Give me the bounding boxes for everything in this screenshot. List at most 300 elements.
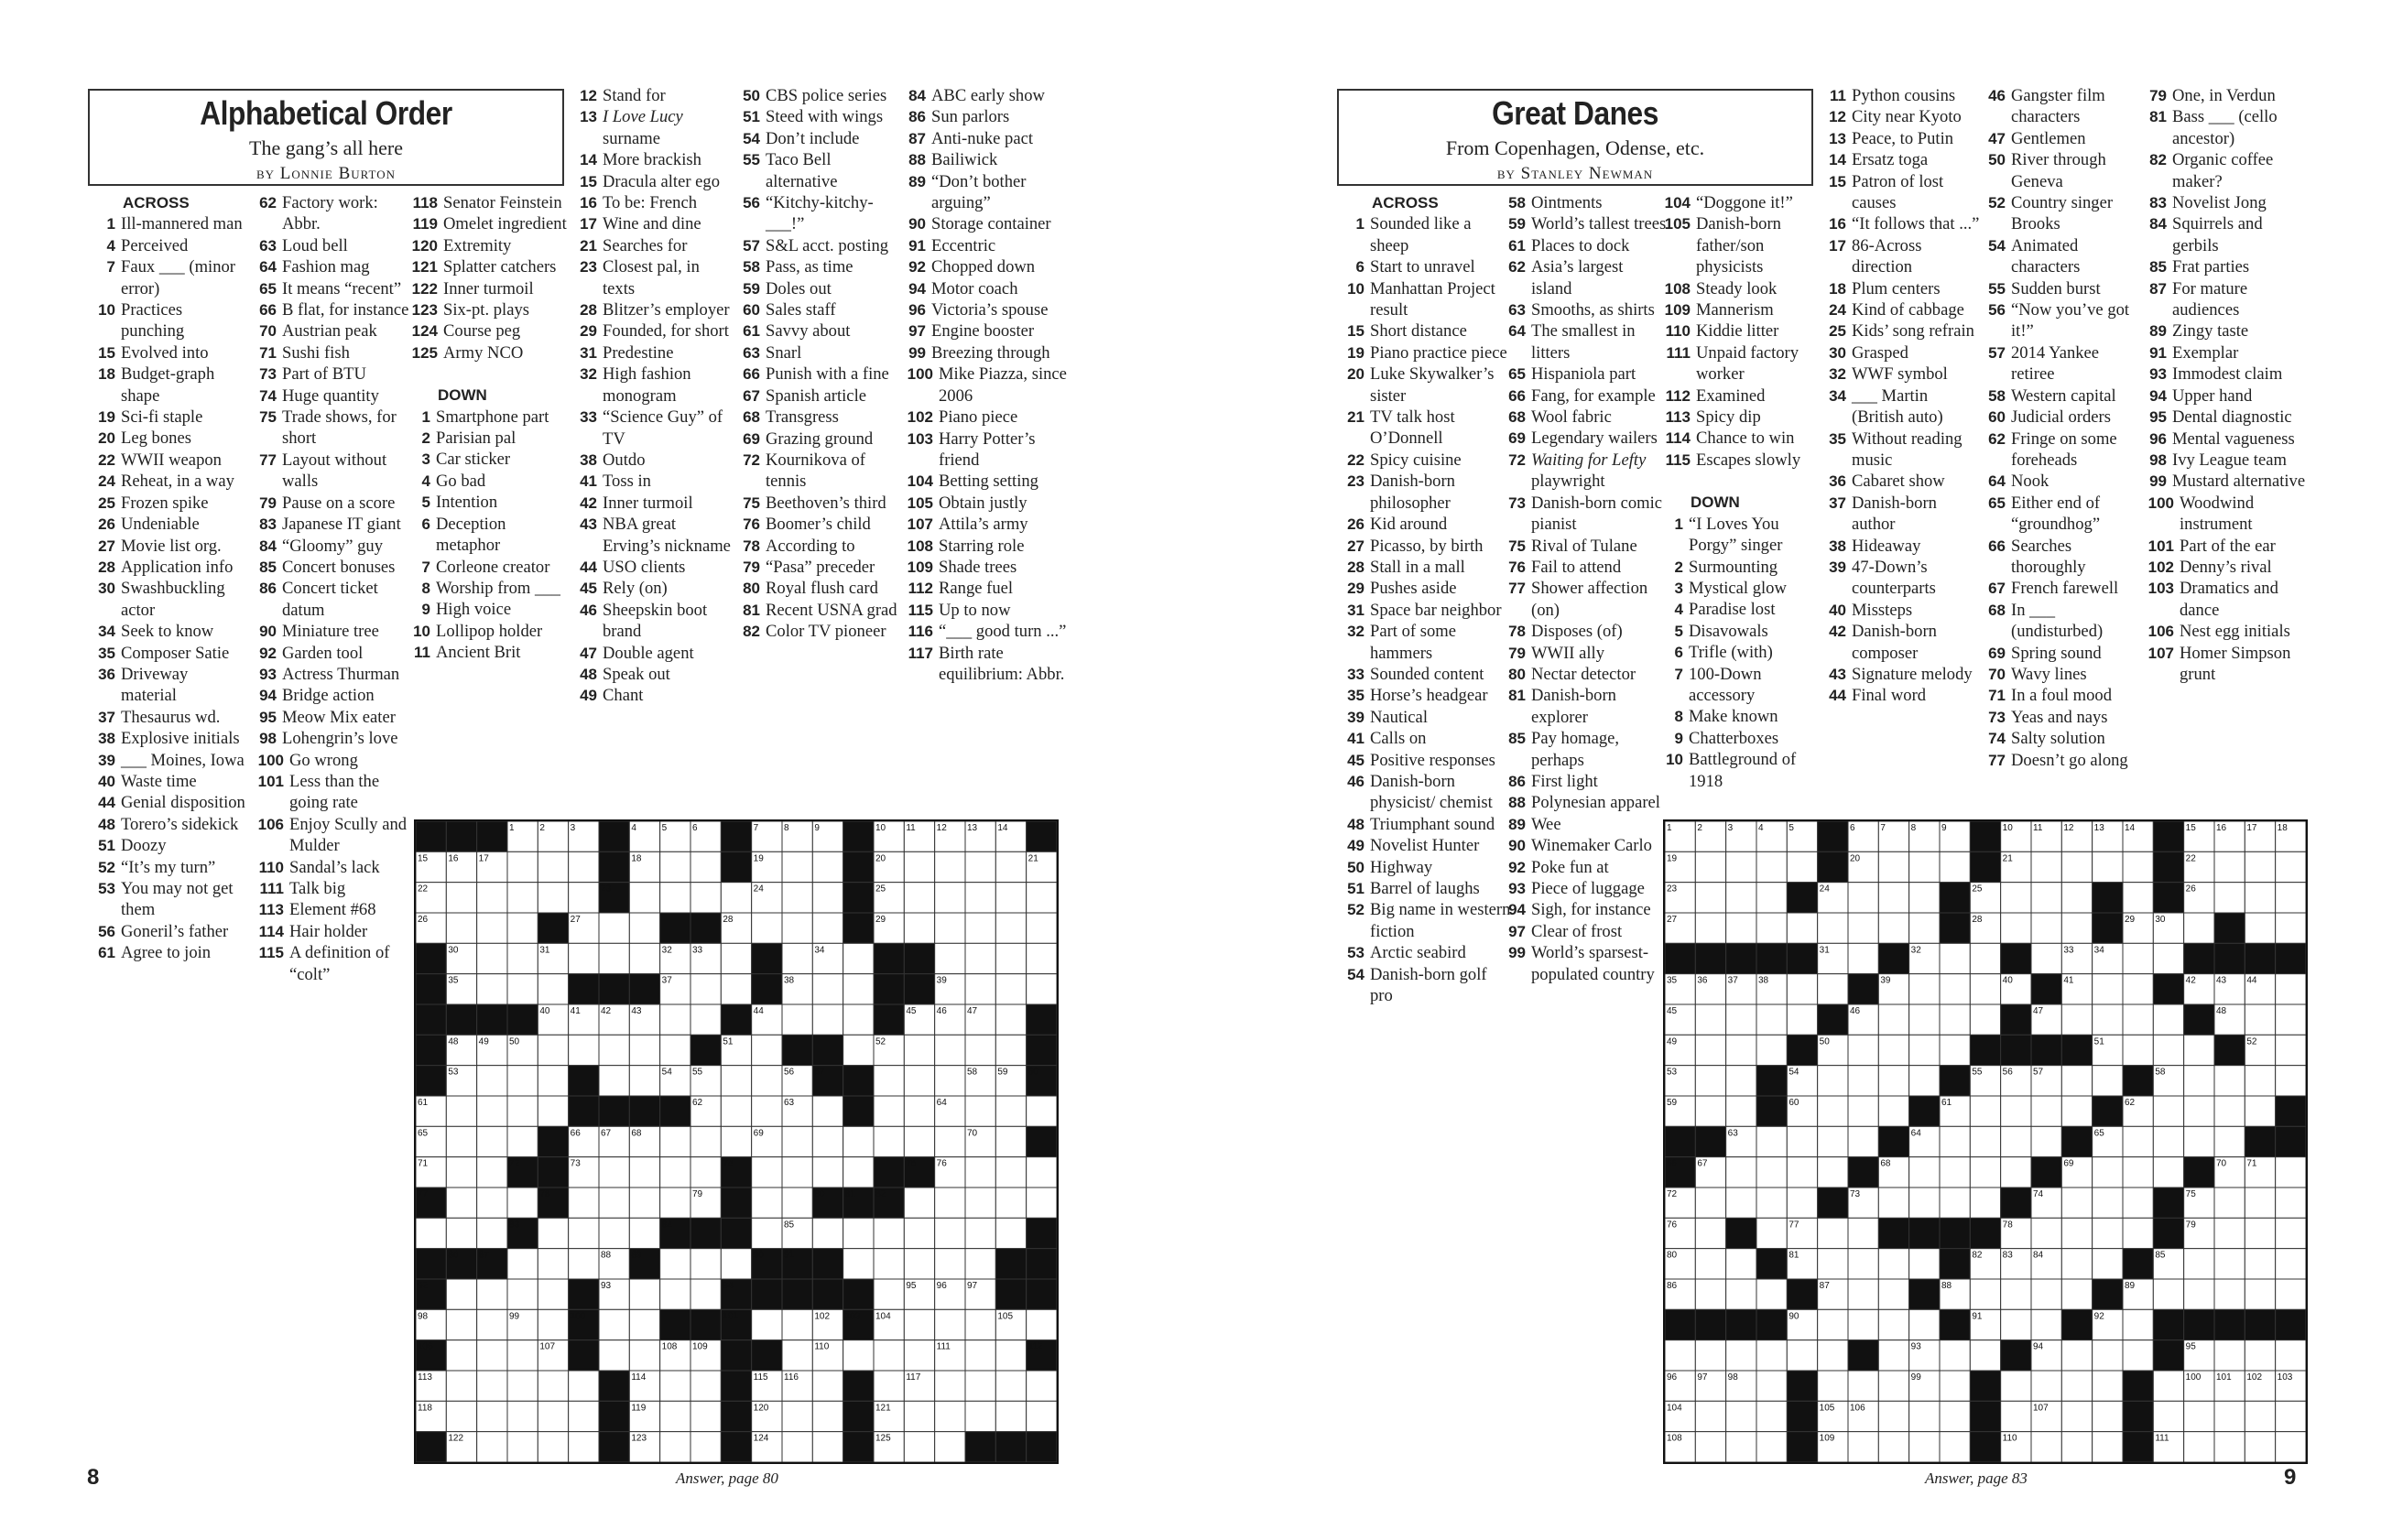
grid-cell[interactable] xyxy=(599,1340,629,1371)
grid-cell[interactable] xyxy=(2245,1432,2275,1462)
grid-cell[interactable] xyxy=(1909,974,1940,1004)
grid-cell[interactable] xyxy=(1787,1157,1817,1188)
grid-cell[interactable] xyxy=(1726,1401,1756,1431)
grid-cell[interactable] xyxy=(843,1004,874,1035)
grid-cell[interactable] xyxy=(2214,1096,2245,1126)
grid-cell[interactable] xyxy=(2123,974,2153,1004)
grid-cell[interactable] xyxy=(599,913,629,943)
grid-cell[interactable] xyxy=(1787,913,1817,943)
grid-cell[interactable] xyxy=(904,851,934,882)
grid-cell[interactable] xyxy=(1878,1279,1908,1309)
grid-cell[interactable] xyxy=(660,1157,690,1188)
grid-cell[interactable] xyxy=(1756,1340,1787,1371)
grid-cell[interactable] xyxy=(874,1096,904,1126)
grid-cell[interactable] xyxy=(995,1401,1026,1431)
grid-cell[interactable] xyxy=(1878,1096,1908,1126)
grid-cell[interactable] xyxy=(1818,1066,1848,1096)
grid-cell[interactable] xyxy=(1909,1035,1940,1065)
grid-cell[interactable] xyxy=(2245,1096,2275,1126)
grid-cell[interactable] xyxy=(1027,1309,1057,1339)
grid-cell[interactable] xyxy=(1756,1126,1787,1156)
grid-cell[interactable] xyxy=(1848,1249,1878,1279)
grid-cell[interactable] xyxy=(599,1066,629,1096)
grid-cell[interactable] xyxy=(995,1035,1026,1065)
grid-cell[interactable] xyxy=(782,1432,812,1462)
grid-cell[interactable] xyxy=(1878,883,1908,913)
grid-cell[interactable] xyxy=(721,1096,751,1126)
grid-cell[interactable] xyxy=(721,1066,751,1096)
grid-cell[interactable] xyxy=(874,1066,904,1096)
grid-cell[interactable] xyxy=(1909,1401,1940,1431)
grid-cell[interactable] xyxy=(2184,1096,2214,1126)
grid-cell[interactable] xyxy=(446,1340,476,1371)
grid-cell[interactable] xyxy=(2123,1004,2153,1035)
grid-cell[interactable] xyxy=(995,1371,1026,1401)
grid-cell[interactable] xyxy=(538,974,568,1004)
grid-cell[interactable] xyxy=(690,883,721,913)
grid-cell[interactable] xyxy=(2093,974,2123,1004)
grid-cell[interactable] xyxy=(2276,974,2306,1004)
grid-cell[interactable] xyxy=(2001,1309,2031,1339)
grid-cell[interactable] xyxy=(1878,1401,1908,1431)
grid-cell[interactable] xyxy=(752,1035,782,1065)
grid-cell[interactable] xyxy=(782,1126,812,1156)
grid-cell[interactable] xyxy=(477,913,507,943)
grid-cell[interactable] xyxy=(477,1066,507,1096)
grid-cell[interactable] xyxy=(507,1371,538,1401)
grid-cell[interactable] xyxy=(1909,913,1940,943)
grid-cell[interactable] xyxy=(1970,1004,2000,1035)
grid-cell[interactable] xyxy=(507,1066,538,1096)
grid-cell[interactable] xyxy=(935,1371,965,1401)
grid-cell[interactable] xyxy=(812,1432,843,1462)
grid-cell[interactable] xyxy=(477,1401,507,1431)
grid-cell[interactable] xyxy=(2123,1157,2153,1188)
grid-cell[interactable] xyxy=(507,1279,538,1309)
grid-cell[interactable] xyxy=(965,1157,995,1188)
grid-cell[interactable] xyxy=(843,1035,874,1065)
grid-cell[interactable] xyxy=(1756,1218,1787,1248)
grid-cell[interactable] xyxy=(660,1401,690,1431)
grid-cell[interactable] xyxy=(935,1035,965,1065)
grid-cell[interactable] xyxy=(2276,1340,2306,1371)
grid-cell[interactable] xyxy=(1970,1340,2000,1371)
grid-cell[interactable] xyxy=(599,1035,629,1065)
grid-cell[interactable] xyxy=(446,1126,476,1156)
grid-cell[interactable] xyxy=(812,1401,843,1431)
grid-cell[interactable] xyxy=(874,1249,904,1279)
grid-cell[interactable] xyxy=(507,974,538,1004)
grid-cell[interactable] xyxy=(1756,1035,1787,1065)
grid-cell[interactable] xyxy=(2214,1249,2245,1279)
grid-cell[interactable] xyxy=(569,1371,599,1401)
grid-cell[interactable] xyxy=(965,1188,995,1218)
grid-cell[interactable] xyxy=(2093,1340,2123,1371)
grid-cell[interactable] xyxy=(507,883,538,913)
grid-cell[interactable] xyxy=(1909,1157,1940,1188)
grid-cell[interactable] xyxy=(2001,913,2031,943)
grid-cell[interactable] xyxy=(1878,1066,1908,1096)
grid-cell[interactable] xyxy=(904,1340,934,1371)
grid-cell[interactable] xyxy=(690,1279,721,1309)
grid-cell[interactable] xyxy=(1909,883,1940,913)
grid-cell[interactable] xyxy=(538,883,568,913)
grid-cell[interactable] xyxy=(2061,1371,2092,1401)
grid-cell[interactable] xyxy=(538,1371,568,1401)
grid-cell[interactable] xyxy=(1726,913,1756,943)
grid-cell[interactable] xyxy=(812,1004,843,1035)
grid-cell[interactable] xyxy=(965,1371,995,1401)
grid-cell[interactable] xyxy=(2031,1371,2061,1401)
grid-cell[interactable] xyxy=(1695,1066,1725,1096)
grid-cell[interactable] xyxy=(2123,1218,2153,1248)
grid-cell[interactable] xyxy=(629,1066,659,1096)
grid-cell[interactable] xyxy=(660,1188,690,1218)
grid-cell[interactable] xyxy=(477,1126,507,1156)
grid-cell[interactable] xyxy=(2214,1066,2245,1096)
grid-cell[interactable] xyxy=(538,1218,568,1248)
grid-cell[interactable] xyxy=(721,1249,751,1279)
grid-cell[interactable] xyxy=(995,1157,1026,1188)
grid-cell[interactable] xyxy=(2061,851,2092,882)
grid-cell[interactable] xyxy=(660,1371,690,1401)
grid-cell[interactable] xyxy=(446,883,476,913)
grid-cell[interactable] xyxy=(2214,883,2245,913)
grid-cell[interactable] xyxy=(2245,913,2275,943)
grid-cell[interactable] xyxy=(2184,1432,2214,1462)
grid-cell[interactable] xyxy=(874,1371,904,1401)
grid-cell[interactable] xyxy=(782,1157,812,1188)
grid-cell[interactable] xyxy=(690,974,721,1004)
grid-cell[interactable] xyxy=(1695,1096,1725,1126)
grid-cell[interactable] xyxy=(599,1218,629,1248)
grid-cell[interactable] xyxy=(2276,883,2306,913)
grid-cell[interactable] xyxy=(1787,974,1817,1004)
grid-cell[interactable] xyxy=(2001,1371,2031,1401)
grid-cell[interactable] xyxy=(599,943,629,973)
grid-cell[interactable] xyxy=(2093,1371,2123,1401)
grid-cell[interactable] xyxy=(1940,1340,1970,1371)
grid-cell[interactable] xyxy=(752,913,782,943)
grid-cell[interactable] xyxy=(1940,1401,1970,1431)
grid-cell[interactable] xyxy=(904,1188,934,1218)
grid-cell[interactable] xyxy=(904,1218,934,1248)
grid-cell[interactable] xyxy=(2153,1096,2183,1126)
grid-cell[interactable] xyxy=(935,1401,965,1431)
grid-cell[interactable] xyxy=(629,1340,659,1371)
grid-cell[interactable] xyxy=(507,1096,538,1126)
grid-cell[interactable] xyxy=(690,1157,721,1188)
grid-cell[interactable] xyxy=(2031,883,2061,913)
grid-cell[interactable] xyxy=(1027,1096,1057,1126)
grid-cell[interactable] xyxy=(995,851,1026,882)
grid-cell[interactable] xyxy=(1726,1035,1756,1065)
grid-cell[interactable] xyxy=(1726,1279,1756,1309)
grid-cell[interactable] xyxy=(1970,1126,2000,1156)
grid-cell[interactable] xyxy=(904,1432,934,1462)
grid-cell[interactable] xyxy=(690,1432,721,1462)
grid-cell[interactable] xyxy=(1848,1218,1878,1248)
grid-cell[interactable] xyxy=(1695,1279,1725,1309)
grid-cell[interactable] xyxy=(569,1188,599,1218)
grid-cell[interactable] xyxy=(477,943,507,973)
grid-cell[interactable] xyxy=(965,1249,995,1279)
grid-cell[interactable] xyxy=(965,851,995,882)
grid-cell[interactable] xyxy=(569,1218,599,1248)
grid-cell[interactable] xyxy=(1909,851,1940,882)
grid-cell[interactable] xyxy=(782,913,812,943)
grid-cell[interactable] xyxy=(1756,913,1787,943)
grid-cell[interactable] xyxy=(1878,1340,1908,1371)
grid-cell[interactable] xyxy=(904,1066,934,1096)
grid-cell[interactable] xyxy=(1695,1432,1725,1462)
grid-cell[interactable] xyxy=(1818,1218,1848,1248)
grid-cell[interactable] xyxy=(995,1096,1026,1126)
grid-cell[interactable] xyxy=(1787,1126,1817,1156)
grid-cell[interactable] xyxy=(569,1035,599,1065)
grid-cell[interactable] xyxy=(965,1309,995,1339)
grid-cell[interactable] xyxy=(2123,1126,2153,1156)
grid-cell[interactable] xyxy=(1027,1401,1057,1431)
grid-cell[interactable] xyxy=(1878,851,1908,882)
grid-cell[interactable] xyxy=(1787,1004,1817,1035)
grid-cell[interactable] xyxy=(2001,1279,2031,1309)
grid-cell[interactable] xyxy=(995,883,1026,913)
grid-cell[interactable] xyxy=(2093,1401,2123,1431)
grid-cell[interactable] xyxy=(2276,1401,2306,1431)
grid-cell[interactable] xyxy=(1726,1004,1756,1035)
grid-cell[interactable] xyxy=(782,883,812,913)
grid-cell[interactable] xyxy=(2184,1126,2214,1156)
grid-cell[interactable] xyxy=(2123,943,2153,973)
grid-cell[interactable] xyxy=(2123,851,2153,882)
grid-cell[interactable] xyxy=(629,913,659,943)
grid-cell[interactable] xyxy=(629,1218,659,1248)
grid-cell[interactable] xyxy=(1848,913,1878,943)
grid-cell[interactable] xyxy=(1756,1279,1787,1309)
grid-cell[interactable] xyxy=(1970,943,2000,973)
grid-cell[interactable] xyxy=(935,1218,965,1248)
grid-cell[interactable] xyxy=(538,1035,568,1065)
grid-cell[interactable] xyxy=(2153,1004,2183,1035)
grid-cell[interactable] xyxy=(1818,1340,1848,1371)
grid-cell[interactable] xyxy=(935,1126,965,1156)
grid-cell[interactable] xyxy=(2276,1066,2306,1096)
grid-cell[interactable] xyxy=(874,1218,904,1248)
grid-cell[interactable] xyxy=(1848,1035,1878,1065)
grid-cell[interactable] xyxy=(1909,1249,1940,1279)
grid-cell[interactable] xyxy=(1818,1126,1848,1156)
grid-cell[interactable] xyxy=(1878,1432,1908,1462)
grid-cell[interactable] xyxy=(935,883,965,913)
grid-cell[interactable] xyxy=(1848,1126,1878,1156)
grid-cell[interactable] xyxy=(1909,1066,1940,1096)
grid-cell[interactable] xyxy=(2153,1401,2183,1431)
grid-cell[interactable] xyxy=(2093,1004,2123,1035)
grid-cell[interactable] xyxy=(2061,1249,2092,1279)
grid-cell[interactable] xyxy=(2093,1066,2123,1096)
grid-cell[interactable] xyxy=(1878,1309,1908,1339)
grid-cell[interactable] xyxy=(2214,1126,2245,1156)
grid-cell[interactable] xyxy=(477,974,507,1004)
grid-cell[interactable] xyxy=(2031,1218,2061,1248)
grid-cell[interactable] xyxy=(629,943,659,973)
grid-cell[interactable] xyxy=(446,1218,476,1248)
grid-cell[interactable] xyxy=(2093,1218,2123,1248)
grid-cell[interactable] xyxy=(507,913,538,943)
grid-cell[interactable] xyxy=(1818,1371,1848,1401)
grid-cell[interactable] xyxy=(2245,883,2275,913)
grid-cell[interactable] xyxy=(904,1309,934,1339)
grid-cell[interactable] xyxy=(1878,913,1908,943)
grid-cell[interactable] xyxy=(2153,1371,2183,1401)
grid-cell[interactable] xyxy=(1940,1126,1970,1156)
grid-cell[interactable] xyxy=(446,1188,476,1218)
grid-cell[interactable] xyxy=(843,1157,874,1188)
grid-cell[interactable] xyxy=(965,913,995,943)
grid-cell[interactable] xyxy=(538,1432,568,1462)
grid-cell[interactable] xyxy=(904,883,934,913)
grid-cell[interactable] xyxy=(2214,1218,2245,1248)
grid-cell[interactable] xyxy=(721,974,751,1004)
grid-cell[interactable] xyxy=(2214,1340,2245,1371)
grid-cell[interactable] xyxy=(1878,1249,1908,1279)
grid-cell[interactable] xyxy=(507,1126,538,1156)
grid-cell[interactable] xyxy=(1756,851,1787,882)
grid-cell[interactable] xyxy=(995,943,1026,973)
grid-cell[interactable] xyxy=(965,1340,995,1371)
grid-cell[interactable] xyxy=(507,1249,538,1279)
grid-cell[interactable] xyxy=(2031,1126,2061,1156)
grid-cell[interactable] xyxy=(1756,883,1787,913)
grid-cell[interactable] xyxy=(1756,1371,1787,1401)
grid-cell[interactable] xyxy=(904,1249,934,1279)
grid-cell[interactable] xyxy=(1940,1035,1970,1065)
grid-cell[interactable] xyxy=(660,1035,690,1065)
grid-cell[interactable] xyxy=(965,943,995,973)
grid-cell[interactable] xyxy=(2276,1432,2306,1462)
grid-cell[interactable] xyxy=(2061,1218,2092,1248)
grid-cell[interactable] xyxy=(812,1218,843,1248)
grid-cell[interactable] xyxy=(1756,1004,1787,1035)
grid-cell[interactable] xyxy=(599,1309,629,1339)
grid-cell[interactable] xyxy=(1027,1188,1057,1218)
grid-cell[interactable] xyxy=(2245,1066,2275,1096)
grid-cell[interactable] xyxy=(1848,1279,1878,1309)
grid-cell[interactable] xyxy=(2123,1340,2153,1371)
grid-cell[interactable] xyxy=(2093,851,2123,882)
grid-cell[interactable] xyxy=(812,851,843,882)
grid-cell[interactable] xyxy=(2245,851,2275,882)
grid-cell[interactable] xyxy=(599,1157,629,1188)
grid-cell[interactable] xyxy=(1726,1432,1756,1462)
grid-cell[interactable] xyxy=(1787,851,1817,882)
grid-cell[interactable] xyxy=(1940,1188,1970,1218)
grid-cell[interactable] xyxy=(599,1188,629,1218)
grid-cell[interactable] xyxy=(935,943,965,973)
grid-cell[interactable] xyxy=(812,913,843,943)
grid-cell[interactable] xyxy=(1695,851,1725,882)
grid-cell[interactable] xyxy=(690,1249,721,1279)
grid-cell[interactable] xyxy=(2276,1004,2306,1035)
grid-cell[interactable] xyxy=(2001,1096,2031,1126)
grid-cell[interactable] xyxy=(446,1309,476,1339)
grid-cell[interactable] xyxy=(782,1004,812,1035)
grid-cell[interactable] xyxy=(2214,1279,2245,1309)
grid-cell[interactable] xyxy=(2093,1188,2123,1218)
grid-cell[interactable] xyxy=(812,1371,843,1401)
grid-cell[interactable] xyxy=(1878,1035,1908,1065)
grid-cell[interactable] xyxy=(935,1066,965,1096)
grid-cell[interactable] xyxy=(1695,883,1725,913)
grid-cell[interactable] xyxy=(629,883,659,913)
grid-cell[interactable] xyxy=(2031,1432,2061,1462)
grid-cell[interactable] xyxy=(2061,1279,2092,1309)
grid-cell[interactable] xyxy=(629,1157,659,1188)
grid-cell[interactable] xyxy=(629,1309,659,1339)
grid-cell[interactable] xyxy=(2031,1309,2061,1339)
grid-cell[interactable] xyxy=(629,1279,659,1309)
grid-cell[interactable] xyxy=(1909,1188,1940,1218)
grid-cell[interactable] xyxy=(2184,1249,2214,1279)
grid-cell[interactable] xyxy=(2276,1157,2306,1188)
grid-cell[interactable] xyxy=(1848,883,1878,913)
grid-cell[interactable] xyxy=(1726,851,1756,882)
grid-cell[interactable] xyxy=(2153,1126,2183,1156)
grid-cell[interactable] xyxy=(2153,1279,2183,1309)
grid-cell[interactable] xyxy=(2184,1401,2214,1431)
grid-cell[interactable] xyxy=(569,943,599,973)
grid-cell[interactable] xyxy=(446,1401,476,1431)
grid-cell[interactable] xyxy=(1818,913,1848,943)
grid-cell[interactable] xyxy=(507,1401,538,1431)
grid-cell[interactable] xyxy=(477,1157,507,1188)
right-crossword-grid[interactable] xyxy=(1663,819,2308,1464)
grid-cell[interactable] xyxy=(1027,1371,1057,1401)
grid-cell[interactable] xyxy=(2061,1066,2092,1096)
grid-cell[interactable] xyxy=(965,1035,995,1065)
grid-cell[interactable] xyxy=(904,1035,934,1065)
grid-cell[interactable] xyxy=(904,913,934,943)
grid-cell[interactable] xyxy=(2093,1249,2123,1279)
grid-cell[interactable] xyxy=(538,851,568,882)
grid-cell[interactable] xyxy=(1726,1066,1756,1096)
grid-cell[interactable] xyxy=(1665,1340,1695,1371)
grid-cell[interactable] xyxy=(721,883,751,913)
grid-cell[interactable] xyxy=(2123,1035,2153,1065)
grid-cell[interactable] xyxy=(1848,943,1878,973)
grid-cell[interactable] xyxy=(1756,1432,1787,1462)
grid-cell[interactable] xyxy=(2001,1401,2031,1431)
grid-cell[interactable] xyxy=(1940,1004,1970,1035)
grid-cell[interactable] xyxy=(446,913,476,943)
grid-cell[interactable] xyxy=(1940,974,1970,1004)
grid-cell[interactable] xyxy=(1695,1188,1725,1218)
grid-cell[interactable] xyxy=(660,1249,690,1279)
grid-cell[interactable] xyxy=(812,1126,843,1156)
grid-cell[interactable] xyxy=(1940,851,1970,882)
grid-cell[interactable] xyxy=(1909,1309,1940,1339)
grid-cell[interactable] xyxy=(1726,1188,1756,1218)
grid-cell[interactable] xyxy=(1970,1279,2000,1309)
grid-cell[interactable] xyxy=(965,974,995,1004)
grid-cell[interactable] xyxy=(1695,1401,1725,1431)
grid-cell[interactable] xyxy=(1940,943,1970,973)
grid-cell[interactable] xyxy=(2061,1340,2092,1371)
grid-cell[interactable] xyxy=(995,1188,1026,1218)
grid-cell[interactable] xyxy=(904,1126,934,1156)
left-crossword-grid[interactable] xyxy=(414,819,1059,1464)
